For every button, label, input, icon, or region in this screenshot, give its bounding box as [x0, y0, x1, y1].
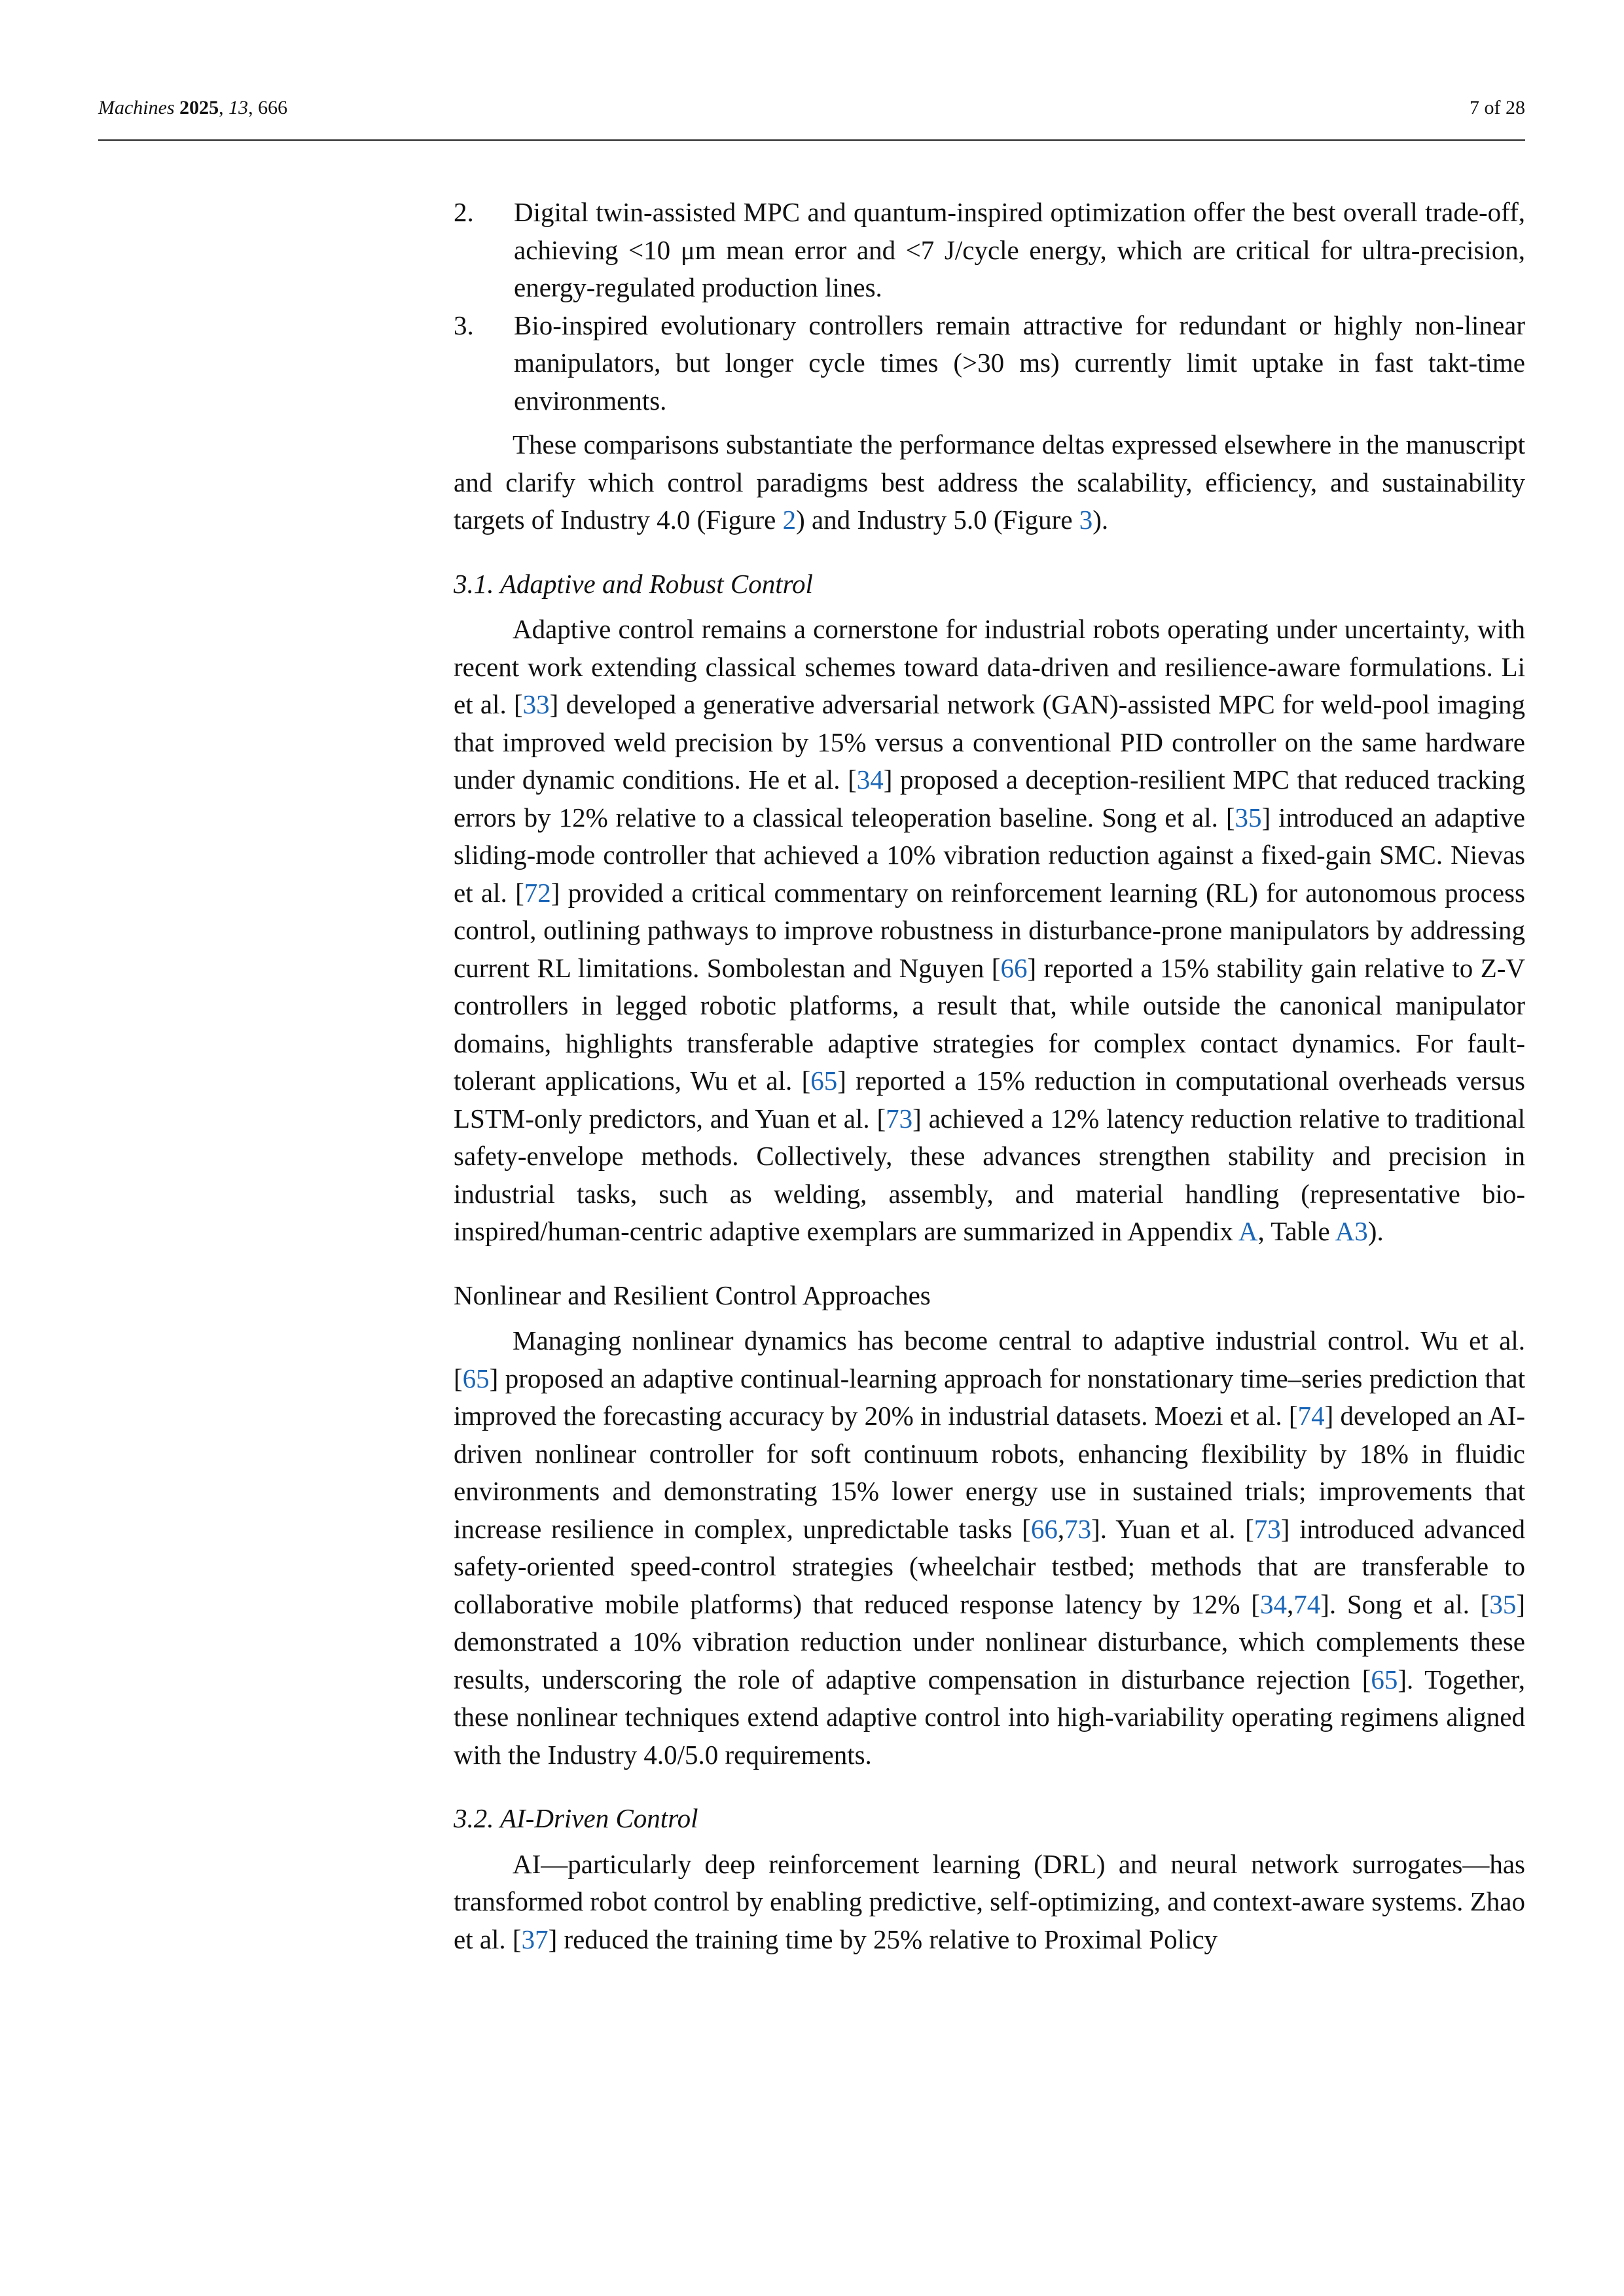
list-item [454, 307, 1525, 420]
subsection-heading: Nonlinear and Resilient Control Approaches [454, 1280, 931, 1310]
figure-link[interactable]: 3 [1079, 505, 1093, 535]
article-number: 666 [258, 97, 288, 118]
page-number: 7 of 28 [1470, 97, 1525, 118]
list-number: 2. [454, 197, 474, 227]
section-heading: 3.1. Adaptive and Robust Control [454, 568, 813, 599]
citation-link[interactable]: 35 [1489, 1588, 1517, 1619]
list-text: Digital twin-assisted MPC and quantum-inspired optimization offer the best overall trade-off, achieving <10 μm mean error and <7 J/cycle energy, which are critical for ultra-precision, energy-regulated production lines. [514, 197, 1525, 302]
paragraph: Managing nonlinear dynamics has become central to adaptive industrial control. Wu et al. [65] proposed an adaptive continual-learning approach for nonstationary time–series prediction that improved the forecasting accuracy by 20% in industrial datasets. Moezi et al. [74] developed an AI-driven nonlinear controller for soft continuum robots, enhancing flexibility by 18% in fluidic environments and demonstrating 15% lower energy use in sustained trials; improvements that increase resilience in complex, unpredictable tasks [66,73]. Yuan et al. [73] introduced advanced safety-oriented speed-control strategies (wheelchair testbed; methods that are transferable to collaborative mobile platforms) that reduced response latency by 12% [34,74]. Song et al. [35] demonstrated a 10% vibration reduction under nonlinear disturbance, which complements these results, underscoring the role of adaptive compensation in disturbance rejection [65]. Together, these nonlinear techniques extend adaptive control into high-variability operating regimens aligned with the Industry 4.0/5.0 requirements. [454, 1325, 1525, 1770]
header-rule [98, 139, 1525, 141]
citation-link[interactable]: 72 [524, 877, 551, 908]
journal-name: Machines [98, 97, 175, 118]
table-link[interactable]: A3 [1335, 1216, 1368, 1246]
list-text: Bio-inspired evolutionary controllers remain attractive for redundant or highly non-linear manipulators, but longer cycle times (>30 ms) currently limit uptake in fast takt-time environments. [514, 310, 1525, 416]
citation-link[interactable]: 34 [856, 764, 884, 795]
citation-link[interactable]: 37 [521, 1924, 549, 1954]
list-number: 3. [454, 310, 474, 340]
running-header [98, 97, 1525, 136]
section-heading: 3.2. AI-Driven Control [454, 1803, 698, 1833]
appendix-link[interactable]: A [1238, 1216, 1258, 1246]
paragraph: These comparisons substantiate the performance deltas expressed elsewhere in the manuscript and clarify which control paradigms best address the scalability, efficiency, and sustainability targets of Industry 4.0 (Figure 2) and Industry 5.0 (Figure 3). [454, 429, 1525, 535]
citation-link[interactable]: 65 [462, 1363, 490, 1393]
citation-link[interactable]: 34 [1259, 1588, 1287, 1619]
journal-volume: 13 [228, 97, 249, 118]
citation-link[interactable]: 73 [886, 1103, 913, 1134]
citation-link[interactable]: 66 [1000, 952, 1028, 983]
figure-link[interactable]: 2 [782, 505, 797, 535]
citation-link[interactable]: 66 [1030, 1513, 1058, 1544]
citation-link[interactable]: 74 [1297, 1401, 1325, 1431]
citation-link[interactable]: 65 [810, 1066, 838, 1096]
list-item [454, 194, 1525, 307]
citation-link[interactable]: 73 [1254, 1513, 1281, 1544]
citation-link[interactable]: 35 [1235, 802, 1262, 833]
main-column [454, 194, 1525, 1958]
journal-year: 2025 [179, 97, 219, 118]
paragraph: AI—particularly deep reinforcement learning (DRL) and neural network surrogates—has transformed robot control by enabling predictive, self-optimizing, and context-aware systems. Zhao et al. [37] reduced the training time by 25% relative to Proximal Policy [454, 1848, 1525, 1954]
paragraph: Adaptive control remains a cornerstone for industrial robots operating under uncertainty, with recent work extending classical schemes toward data-driven and resilience-aware formulations. Li et al. [33] developed a generative adversarial network (GAN)-assisted MPC for weld-pool imaging that improved weld precision by 15% versus a conventional PID controller on the same hardware under dynamic conditions. He et al. [34] proposed a deception-resilient MPC that reduced tracking errors by 12% relative to a classical teleoperation baseline. Song et al. [35] introduced an adaptive sliding-mode controller that achieved a 10% vibration reduction against a fixed-gain SMC. Nievas et al. [72] provided a critical commentary on reinforcement learning (RL) for autonomous process control, outlining pathways to improve robustness in disturbance-prone manipulators by addressing current RL limitations. Sombolestan and Nguyen [66] reported a 15% stability gain relative to Z-V controllers in legged robotic platforms, a result that, while outside the canonical manipulator domains, highlights transferable adaptive strategies for complex contact dynamics. For fault-tolerant applications, Wu et al. [65] reported a 15% reduction in computational overheads versus LSTM-only predictors, and Yuan et al. [73] achieved a 12% latency reduction relative to traditional safety-envelope methods. Collectively, these advances strengthen stability and precision in industrial tasks, such as welding, assembly, and material handling (representative bio-inspired/human-centric adaptive exemplars are summarized in Appendix A, Table A3). [454, 614, 1526, 1246]
journal-citation: Machines 2025, 13, 666 [98, 97, 288, 118]
citation-link[interactable]: 33 [522, 689, 550, 719]
citation-link[interactable]: 74 [1293, 1588, 1321, 1619]
citation-link[interactable]: 65 [1371, 1664, 1398, 1695]
citation-link[interactable]: 73 [1064, 1513, 1092, 1544]
